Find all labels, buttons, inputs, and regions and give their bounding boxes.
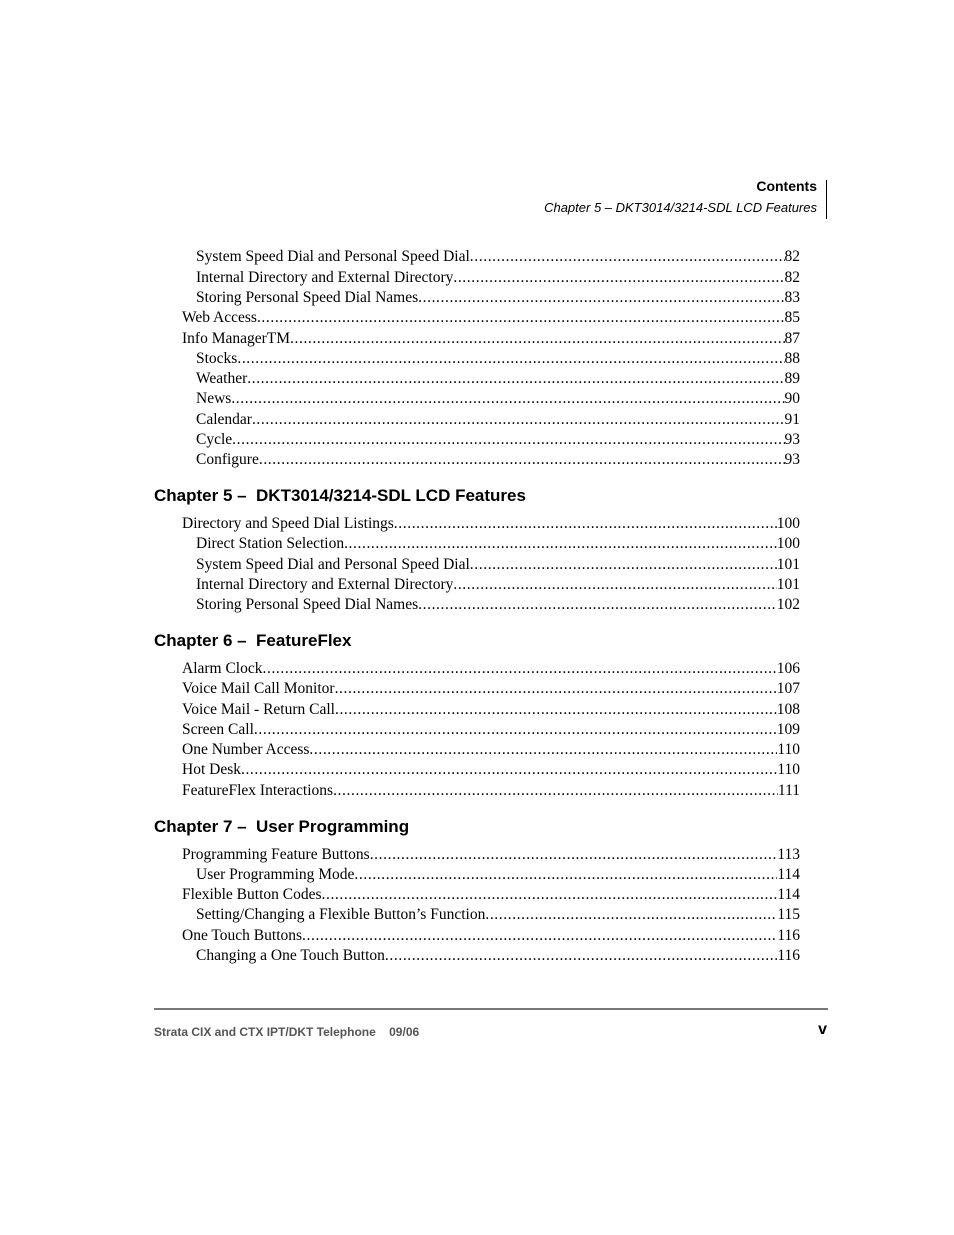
toc-entry[interactable] [154,865,800,885]
toc-leader [485,905,777,925]
toc-leader [247,369,784,389]
toc-entry[interactable] [154,659,800,679]
toc-entry-page: 110 [777,741,800,758]
toc-entry-page: 88 [784,350,800,367]
chapter-heading[interactable]: Chapter 6 – FeatureFlex [154,631,352,650]
toc-entry-label: Direct Station Selection [196,535,345,552]
toc-leader [370,845,778,865]
toc-leader [302,926,777,946]
toc-entry-label: Calendar [196,411,252,428]
toc-entry-page: 107 [776,680,800,697]
toc-entry-page: 90 [784,390,800,407]
toc-leader [254,720,777,740]
toc-entry-page: 89 [784,370,800,387]
toc-leader [333,781,778,801]
toc-entry-label: System Speed Dial and Personal Speed Dial [196,556,470,573]
chapter-heading[interactable]: Chapter 7 – User Programming [154,817,410,836]
toc-entry-page: 101 [776,576,800,593]
toc-leader [344,534,777,554]
toc-leader [335,679,777,699]
toc-entry[interactable] [154,595,800,615]
toc-leader [394,514,777,534]
toc-entry[interactable] [154,349,800,369]
toc-entry-page: 87 [784,330,800,347]
toc-entry[interactable] [154,410,800,430]
chapter-heading[interactable]: Chapter 5 – DKT3014/3214-SDL LCD Features [154,486,526,505]
toc-leader [354,865,777,885]
toc-leader [252,410,785,430]
toc-entry-page: 93 [784,451,800,468]
toc-entry-page: 114 [777,866,800,883]
toc-leader [263,659,777,679]
header-divider [826,180,827,219]
toc-leader [453,268,784,288]
toc-leader [231,389,784,409]
toc-entry[interactable] [154,575,800,595]
toc-entry-label: Internal Directory and External Directory [196,576,454,593]
toc-entry-label: Storing Personal Speed Dial Names [196,289,419,306]
toc-entry[interactable] [154,247,800,267]
toc-entry[interactable] [154,740,800,760]
toc-entry-page: 100 [776,515,800,532]
toc-entry[interactable] [154,946,800,966]
toc-entry-label: One Number Access [182,741,310,758]
footer-text: Strata CIX and CTX IPT/DKT Telephone 09/06 [154,1025,420,1039]
toc-entry-label: Stocks [196,350,238,367]
toc-entry[interactable] [154,679,800,699]
toc-entry[interactable] [154,926,800,946]
toc-entry-page: 116 [777,947,800,964]
toc-entry[interactable] [154,308,800,328]
toc-entry-label: Setting/Changing a Flexible Button’s Function [196,906,486,923]
toc-entry[interactable] [154,369,800,389]
toc-entry-page: 110 [777,761,800,778]
toc-entry-label: System Speed Dial and Personal Speed Dial [196,248,470,265]
toc-entry-page: 106 [776,660,800,677]
toc-entry-label: Weather [196,370,248,387]
toc-entry-page: 100 [776,535,800,552]
toc-entry-label: Programming Feature Buttons [182,846,370,863]
toc-entry[interactable] [154,845,800,865]
toc-leader [335,700,777,720]
toc-entry[interactable] [154,329,800,349]
toc-leader [237,349,784,369]
toc-entry-page: 116 [777,927,800,944]
toc-entry-label: Info ManagerTM [182,330,291,347]
toc-entry-page: 83 [784,289,800,306]
toc-entry[interactable] [154,781,800,801]
header-subtitle: Chapter 5 – DKT3014/3214-SDL LCD Features [544,200,817,215]
toc-entry-label: Web Access [182,309,257,326]
toc-entry-page: 102 [776,596,800,613]
toc-entry-page: 93 [784,431,800,448]
toc-entry[interactable] [154,514,800,534]
toc-leader [290,329,784,349]
toc-entry[interactable] [154,760,800,780]
toc-leader [470,555,777,575]
toc-entry-page: 113 [777,846,800,863]
toc-entry-page: 91 [784,411,800,428]
toc-entry-label: Cycle [196,431,233,448]
toc-entry-page: 108 [776,701,800,718]
toc-entry-page: 82 [784,269,800,286]
toc-entry-page: 114 [777,886,800,903]
toc-leader [241,760,777,780]
toc-entry[interactable] [154,288,800,308]
toc-leader [309,740,777,760]
toc-entry-label: User Programming Mode [196,866,355,883]
toc-entry-page: 111 [777,782,800,799]
toc-leader [418,595,777,615]
toc-entry[interactable] [154,534,800,554]
toc-entry-label: News [196,390,232,407]
header-title: Contents [756,178,817,194]
toc-entry[interactable] [154,720,800,740]
toc-entry-page: 115 [777,906,800,923]
toc-entry-label: Directory and Speed Dial Listings [182,515,394,532]
toc-entry-label: Flexible Button Codes [182,886,322,903]
toc-entry-label: Configure [196,451,259,468]
toc-entry[interactable] [154,450,800,470]
toc-entry-label: Screen Call [182,721,254,738]
toc-entry-label: Internal Directory and External Directory [196,269,454,286]
toc-entry-label: FeatureFlex Interactions [182,782,334,799]
toc-entry-label: Voice Mail - Return Call [182,701,335,718]
footer-divider [154,1008,828,1010]
toc-leader [418,288,784,308]
toc-entry[interactable] [154,268,800,288]
toc-entry[interactable] [154,389,800,409]
toc-entry-label: Alarm Clock [182,660,263,677]
toc-leader [385,946,777,966]
toc-entry[interactable] [154,700,800,720]
page-number: v [818,1021,827,1038]
toc-entry-page: 109 [776,721,800,738]
toc-entry-page: 101 [776,556,800,573]
toc-entry-label: Hot Desk [182,761,241,778]
toc-entry[interactable] [154,905,800,925]
toc-leader [259,450,785,470]
toc-leader [232,430,784,450]
toc-entry-label: One Touch Buttons [182,927,303,944]
toc-entry-label: Storing Personal Speed Dial Names [196,596,419,613]
toc-leader [322,885,778,905]
toc-leader [257,308,785,328]
toc-entry-page: 85 [784,309,800,326]
running-header [544,175,817,219]
toc-entry[interactable] [154,430,800,450]
toc-entry-page: 82 [784,248,800,265]
toc-leader [470,247,785,267]
toc-leader [453,575,776,595]
toc-entry[interactable] [154,885,800,905]
toc-entry-label: Changing a One Touch Button [196,947,385,964]
toc-entry-label: Voice Mail Call Monitor [182,680,335,697]
toc-entry[interactable] [154,555,800,575]
